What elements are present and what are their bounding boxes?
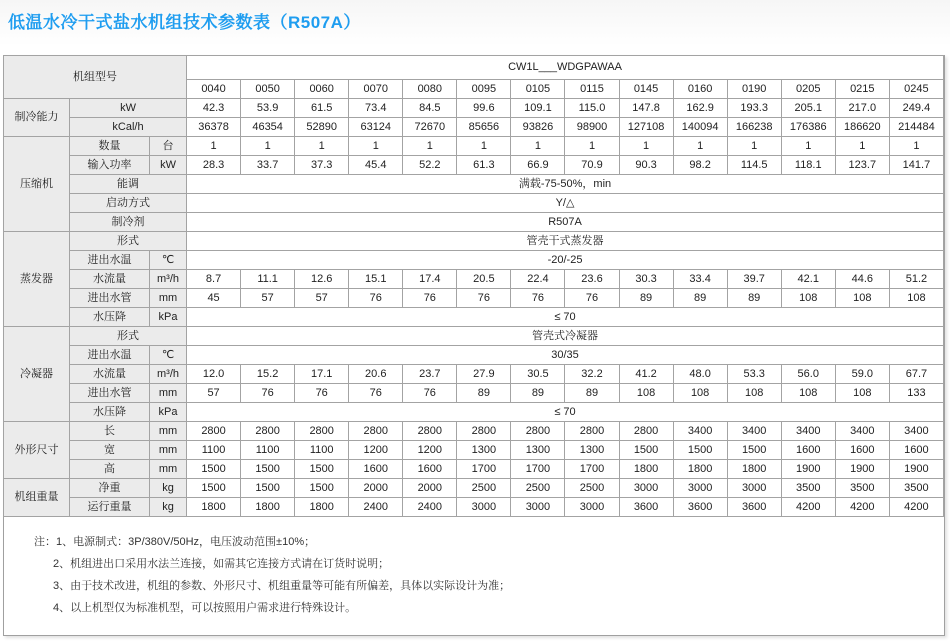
- value-cell: 3000: [727, 479, 781, 498]
- notes: [4, 517, 944, 619]
- value-cell: 8.7: [187, 270, 241, 289]
- value-cell: 39.7: [727, 270, 781, 289]
- value-cell: 1600: [835, 441, 889, 460]
- value-cell: 2400: [403, 498, 457, 517]
- value-cell: 42.3: [187, 99, 241, 118]
- value-cell: 2500: [511, 479, 565, 498]
- value-cell: 3400: [727, 422, 781, 441]
- note-item: 2、机组进出口采用水法兰连接，如需其它连接方式请在订货时说明；: [53, 558, 390, 570]
- unit-label: kPa: [150, 308, 187, 327]
- model-header: 0070: [349, 80, 403, 99]
- value-cell: 1700: [511, 460, 565, 479]
- value-cell: 2000: [403, 479, 457, 498]
- value-cell: 1: [565, 137, 619, 156]
- value-cell: 1: [241, 137, 295, 156]
- table-row: [4, 270, 944, 289]
- value-cell: 1300: [565, 441, 619, 460]
- value-cell: 3500: [889, 479, 943, 498]
- note-item: 4、以上机型仅为标准机型，可以按照用户需求进行特殊设计。: [53, 602, 357, 614]
- value-cell: 1: [673, 137, 727, 156]
- note-line: [34, 553, 944, 575]
- param-label: 启动方式: [70, 194, 187, 213]
- table-row: [4, 232, 944, 251]
- value-cell: 1600: [349, 460, 403, 479]
- value-cell: 11.1: [241, 270, 295, 289]
- value-cell: 1700: [565, 460, 619, 479]
- value-cell: 3500: [781, 479, 835, 498]
- unit-label: 台: [150, 137, 187, 156]
- value-cell: 45.4: [349, 156, 403, 175]
- table-row: [4, 137, 944, 156]
- model-header: 0215: [835, 80, 889, 99]
- value-cell: 108: [889, 289, 943, 308]
- table-row: [4, 498, 944, 517]
- value-cell: 42.1: [781, 270, 835, 289]
- value-cell: 76: [349, 289, 403, 308]
- param-label: 长: [70, 422, 150, 441]
- param-label: 制冷剂: [70, 213, 187, 232]
- page-title: 低温水冷干式盐水机组技术参数表（R507A）: [8, 13, 361, 32]
- content-board: [3, 55, 945, 636]
- value-cell: 141.7: [889, 156, 943, 175]
- value-cell: 52.2: [403, 156, 457, 175]
- section-label: 蒸发器: [4, 232, 70, 327]
- value-cell: 33.4: [673, 270, 727, 289]
- model-header: 0080: [403, 80, 457, 99]
- value-cell: 108: [727, 384, 781, 403]
- value-cell: 37.3: [295, 156, 349, 175]
- value-cell: 214484: [889, 118, 943, 137]
- value-cell: 108: [835, 289, 889, 308]
- value-cell: 1500: [241, 479, 295, 498]
- table-row: [4, 346, 944, 365]
- value-cell: 56.0: [781, 365, 835, 384]
- value-cell: 36378: [187, 118, 241, 137]
- value-cell: 1800: [727, 460, 781, 479]
- value-cell: 99.6: [457, 99, 511, 118]
- value-cell: 3400: [673, 422, 727, 441]
- table-row: [4, 118, 944, 137]
- value-cell: 89: [565, 384, 619, 403]
- table-row: [4, 251, 944, 270]
- span-value-cell: R507A: [187, 213, 944, 232]
- value-cell: 76: [241, 384, 295, 403]
- value-cell: 1600: [403, 460, 457, 479]
- value-cell: 76: [511, 289, 565, 308]
- notes-label: 注：: [34, 536, 56, 548]
- value-cell: 57: [187, 384, 241, 403]
- param-label: 水流量: [70, 365, 150, 384]
- value-cell: 108: [781, 289, 835, 308]
- table-row: [4, 194, 944, 213]
- value-cell: 1900: [835, 460, 889, 479]
- unit-label: mm: [150, 441, 187, 460]
- value-cell: 72670: [403, 118, 457, 137]
- value-cell: 4200: [835, 498, 889, 517]
- value-cell: 22.4: [511, 270, 565, 289]
- value-cell: 1500: [295, 460, 349, 479]
- param-label: 宽: [70, 441, 150, 460]
- unit-label: kW: [150, 156, 187, 175]
- model-header: 0190: [727, 80, 781, 99]
- value-cell: 1800: [295, 498, 349, 517]
- value-cell: 57: [295, 289, 349, 308]
- value-cell: 3000: [673, 479, 727, 498]
- value-cell: 76: [403, 289, 457, 308]
- value-cell: 89: [673, 289, 727, 308]
- value-cell: 20.5: [457, 270, 511, 289]
- param-label: 进出水温: [70, 251, 150, 270]
- value-cell: 1500: [241, 460, 295, 479]
- param-label: 形式: [70, 327, 187, 346]
- value-cell: 84.5: [403, 99, 457, 118]
- value-cell: 76: [403, 384, 457, 403]
- value-cell: 76: [565, 289, 619, 308]
- table-row: [4, 460, 944, 479]
- model-header: 0050: [241, 80, 295, 99]
- note-line: [34, 531, 944, 553]
- value-cell: 1: [187, 137, 241, 156]
- value-cell: 1: [403, 137, 457, 156]
- value-cell: 66.9: [511, 156, 565, 175]
- value-cell: 3500: [835, 479, 889, 498]
- value-cell: 98.2: [673, 156, 727, 175]
- value-cell: 70.9: [565, 156, 619, 175]
- value-cell: 1500: [727, 441, 781, 460]
- value-cell: 1: [349, 137, 403, 156]
- unit-label: ℃: [150, 251, 187, 270]
- model-header: 0060: [295, 80, 349, 99]
- unit-label: kg: [150, 498, 187, 517]
- note-line: [34, 575, 944, 597]
- span-value-cell: -20/-25: [187, 251, 944, 270]
- table-row: [4, 384, 944, 403]
- value-cell: 89: [457, 384, 511, 403]
- span-value-cell: ≤ 70: [187, 403, 944, 422]
- value-cell: 1: [727, 137, 781, 156]
- value-cell: 44.6: [835, 270, 889, 289]
- value-cell: 1800: [187, 498, 241, 517]
- unit-label: mm: [150, 289, 187, 308]
- model-header: 0040: [187, 80, 241, 99]
- value-cell: 89: [511, 384, 565, 403]
- param-label: 水流量: [70, 270, 150, 289]
- value-cell: 1: [457, 137, 511, 156]
- value-cell: 51.2: [889, 270, 943, 289]
- value-cell: 85656: [457, 118, 511, 137]
- unit-label: mm: [150, 460, 187, 479]
- value-cell: 3000: [619, 479, 673, 498]
- value-cell: 1600: [889, 441, 943, 460]
- value-cell: 45: [187, 289, 241, 308]
- model-header: 0160: [673, 80, 727, 99]
- value-cell: 32.2: [565, 365, 619, 384]
- value-cell: 2800: [619, 422, 673, 441]
- value-cell: 108: [835, 384, 889, 403]
- value-cell: 1500: [673, 441, 727, 460]
- value-cell: 3400: [889, 422, 943, 441]
- value-cell: 20.6: [349, 365, 403, 384]
- value-cell: 73.4: [349, 99, 403, 118]
- value-cell: 1800: [673, 460, 727, 479]
- value-cell: 98900: [565, 118, 619, 137]
- value-cell: 23.6: [565, 270, 619, 289]
- table-row: [4, 441, 944, 460]
- unit-label: kPa: [150, 403, 187, 422]
- value-cell: 52890: [295, 118, 349, 137]
- param-label: 高: [70, 460, 150, 479]
- value-cell: 1500: [187, 460, 241, 479]
- section-label: 外形尺寸: [4, 422, 70, 479]
- value-cell: 93826: [511, 118, 565, 137]
- value-cell: 27.9: [457, 365, 511, 384]
- value-cell: 1300: [457, 441, 511, 460]
- value-cell: 2500: [457, 479, 511, 498]
- table-row: [4, 175, 944, 194]
- value-cell: 1600: [781, 441, 835, 460]
- value-cell: 2800: [565, 422, 619, 441]
- param-label: 水压降: [70, 403, 150, 422]
- value-cell: 217.0: [835, 99, 889, 118]
- span-value-cell: 管壳式冷凝器: [187, 327, 944, 346]
- unit-label: kg: [150, 479, 187, 498]
- value-cell: 1300: [511, 441, 565, 460]
- model-header: 0145: [619, 80, 673, 99]
- value-cell: 1: [835, 137, 889, 156]
- value-cell: 3600: [619, 498, 673, 517]
- value-cell: 90.3: [619, 156, 673, 175]
- value-cell: 2500: [565, 479, 619, 498]
- value-cell: 3400: [835, 422, 889, 441]
- span-value-cell: 管壳干式蒸发器: [187, 232, 944, 251]
- value-cell: 1: [511, 137, 565, 156]
- value-cell: 12.6: [295, 270, 349, 289]
- value-cell: 89: [619, 289, 673, 308]
- table-row: [4, 422, 944, 441]
- value-cell: 1700: [457, 460, 511, 479]
- section-label: 机组重量: [4, 479, 70, 517]
- unit-label: mm: [150, 422, 187, 441]
- value-cell: 61.3: [457, 156, 511, 175]
- value-cell: 4200: [781, 498, 835, 517]
- value-cell: 147.8: [619, 99, 673, 118]
- model-header: 0095: [457, 80, 511, 99]
- param-label: 运行重量: [70, 498, 150, 517]
- param-label: kW: [70, 99, 187, 118]
- table-row: [4, 213, 944, 232]
- unit-label: ℃: [150, 346, 187, 365]
- value-cell: 2400: [349, 498, 403, 517]
- value-cell: 61.5: [295, 99, 349, 118]
- value-cell: 1: [295, 137, 349, 156]
- value-cell: 2800: [349, 422, 403, 441]
- series-name-cell: CW1L___WDGPAWAA: [187, 56, 944, 80]
- value-cell: 53.9: [241, 99, 295, 118]
- value-cell: 41.2: [619, 365, 673, 384]
- param-label: 输入功率: [70, 156, 150, 175]
- value-cell: 1: [619, 137, 673, 156]
- value-cell: 249.4: [889, 99, 943, 118]
- value-cell: 76: [457, 289, 511, 308]
- param-label: kCal/h: [70, 118, 187, 137]
- value-cell: 59.0: [835, 365, 889, 384]
- span-value-cell: Y/△: [187, 194, 944, 213]
- value-cell: 1500: [295, 479, 349, 498]
- value-cell: 118.1: [781, 156, 835, 175]
- unit-label: m³/h: [150, 270, 187, 289]
- value-cell: 1100: [241, 441, 295, 460]
- section-label: 制冷能力: [4, 99, 70, 137]
- value-cell: 57: [241, 289, 295, 308]
- value-cell: 1900: [889, 460, 943, 479]
- table-row: [4, 327, 944, 346]
- value-cell: 30.3: [619, 270, 673, 289]
- model-header: 0105: [511, 80, 565, 99]
- value-cell: 4200: [889, 498, 943, 517]
- table-row: [4, 403, 944, 422]
- note-item: 1、电源制式：3P/380V/50Hz，电压波动范围±10%；: [56, 536, 316, 548]
- spec-table: [3, 55, 944, 517]
- unit-label: mm: [150, 384, 187, 403]
- span-value-cell: 满载-75-50%，min: [187, 175, 944, 194]
- span-value-cell: 30/35: [187, 346, 944, 365]
- value-cell: 67.7: [889, 365, 943, 384]
- param-label: 进出水温: [70, 346, 150, 365]
- value-cell: 108: [781, 384, 835, 403]
- value-cell: 1: [781, 137, 835, 156]
- model-header: 0115: [565, 80, 619, 99]
- value-cell: 162.9: [673, 99, 727, 118]
- value-cell: 48.0: [673, 365, 727, 384]
- table-row: [4, 479, 944, 498]
- value-cell: 1200: [349, 441, 403, 460]
- value-cell: 108: [673, 384, 727, 403]
- value-cell: 28.3: [187, 156, 241, 175]
- value-cell: 176386: [781, 118, 835, 137]
- value-cell: 2800: [457, 422, 511, 441]
- value-cell: 1800: [619, 460, 673, 479]
- value-cell: 12.0: [187, 365, 241, 384]
- value-cell: 115.0: [565, 99, 619, 118]
- value-cell: 53.3: [727, 365, 781, 384]
- param-label: 进出水管: [70, 289, 150, 308]
- value-cell: 33.7: [241, 156, 295, 175]
- value-cell: 186620: [835, 118, 889, 137]
- value-cell: 15.1: [349, 270, 403, 289]
- value-cell: 2000: [349, 479, 403, 498]
- value-cell: 123.7: [835, 156, 889, 175]
- value-cell: 1900: [781, 460, 835, 479]
- value-cell: 2800: [511, 422, 565, 441]
- value-cell: 89: [727, 289, 781, 308]
- value-cell: 127108: [619, 118, 673, 137]
- value-cell: 3000: [511, 498, 565, 517]
- value-cell: 109.1: [511, 99, 565, 118]
- value-cell: 23.7: [403, 365, 457, 384]
- spec-table-head: [4, 56, 944, 99]
- value-cell: 3000: [565, 498, 619, 517]
- model-label-cell: 机组型号: [4, 56, 187, 99]
- value-cell: 166238: [727, 118, 781, 137]
- value-cell: 46354: [241, 118, 295, 137]
- value-cell: 2800: [241, 422, 295, 441]
- table-row: [4, 156, 944, 175]
- value-cell: 1100: [295, 441, 349, 460]
- param-label: 形式: [70, 232, 187, 251]
- value-cell: 30.5: [511, 365, 565, 384]
- value-cell: 17.4: [403, 270, 457, 289]
- value-cell: 1500: [187, 479, 241, 498]
- value-cell: 15.2: [241, 365, 295, 384]
- note-item: 3、由于技术改进，机组的参数、外形尺寸、机组重量等可能有所偏差，具体以实际设计为准；: [53, 580, 511, 592]
- value-cell: 1200: [403, 441, 457, 460]
- value-cell: 2800: [295, 422, 349, 441]
- value-cell: 2800: [187, 422, 241, 441]
- value-cell: 140094: [673, 118, 727, 137]
- spec-table-body: [4, 99, 944, 517]
- value-cell: 1800: [241, 498, 295, 517]
- value-cell: 76: [295, 384, 349, 403]
- unit-label: m³/h: [150, 365, 187, 384]
- table-row: [4, 365, 944, 384]
- value-cell: 205.1: [781, 99, 835, 118]
- value-cell: 114.5: [727, 156, 781, 175]
- param-label: 进出水管: [70, 384, 150, 403]
- section-label: 冷凝器: [4, 327, 70, 422]
- value-cell: 17.1: [295, 365, 349, 384]
- param-label: 水压降: [70, 308, 150, 327]
- value-cell: 1500: [619, 441, 673, 460]
- value-cell: 3400: [781, 422, 835, 441]
- value-cell: 76: [349, 384, 403, 403]
- param-label: 净重: [70, 479, 150, 498]
- value-cell: 133: [889, 384, 943, 403]
- value-cell: 108: [619, 384, 673, 403]
- value-cell: 1: [889, 137, 943, 156]
- value-cell: 2800: [403, 422, 457, 441]
- value-cell: 63124: [349, 118, 403, 137]
- section-label: 压缩机: [4, 137, 70, 232]
- model-header: 0245: [889, 80, 943, 99]
- model-header: 0205: [781, 80, 835, 99]
- param-label: 能调: [70, 175, 187, 194]
- value-cell: 3600: [727, 498, 781, 517]
- value-cell: 3600: [673, 498, 727, 517]
- value-cell: 3000: [457, 498, 511, 517]
- param-label: 数量: [70, 137, 150, 156]
- note-line: [34, 597, 944, 619]
- table-row: [4, 99, 944, 118]
- table-row: [4, 289, 944, 308]
- span-value-cell: ≤ 70: [187, 308, 944, 327]
- table-row: [4, 308, 944, 327]
- value-cell: 193.3: [727, 99, 781, 118]
- value-cell: 1100: [187, 441, 241, 460]
